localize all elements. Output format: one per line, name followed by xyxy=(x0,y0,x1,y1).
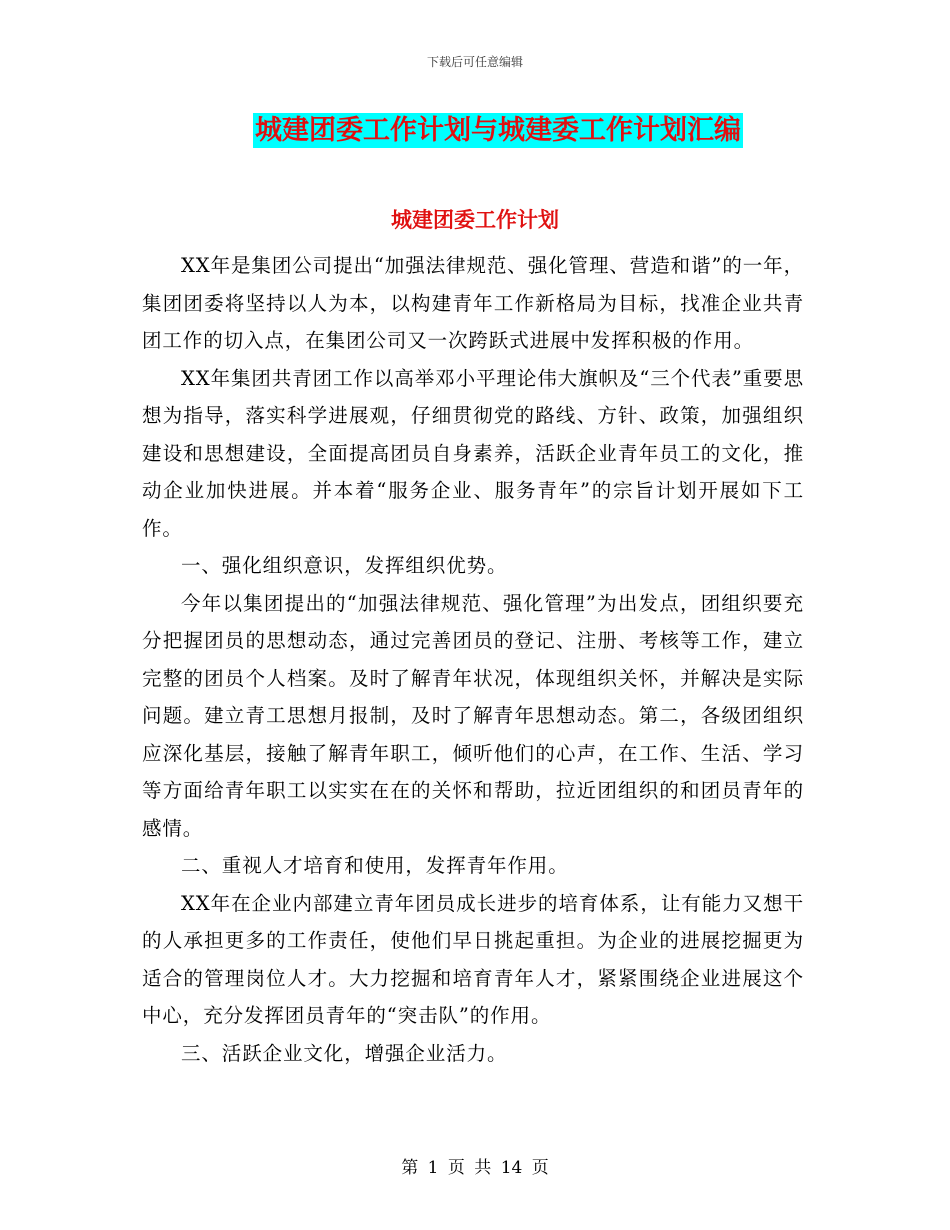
heading-item-1: 一、强化组织意识，发挥组织优势。 xyxy=(181,554,508,577)
heading-item-2: 二、重视人才培育和使用，发挥青年作用。 xyxy=(181,854,569,877)
document-body xyxy=(142,247,804,1072)
paragraph-intro: XX年是集团公司提出“加强法律规范、强化管理、营造和谐”的一年，集团团委将坚持以人为本，以构建青年工作新格局为目标，找准企业共青团工作的切入点，在集团公司又一次跨跃式进展中发挥积极的作用。 xyxy=(142,254,804,352)
paragraph-item-2: XX年在企业内部建立青年团员成长进步的培育体系，让有能力又想干的人承担更多的工作责任，使他们早日挑起重担。为企业的进展挖掘更为适合的管理岗位人才。大力挖掘和培育青年人才，紧紧围绕企业进展这个中心，充分发挥团员青年的“突击队”的作用。 xyxy=(142,891,804,1027)
page-number: 第 1 页 共 14 页 xyxy=(401,1158,549,1178)
paragraph-item-1: 今年以集团提出的“加强法律规范、强化管理”为出发点，团组织要充分把握团员的思想动态，通过完善团员的登记、注册、考核等工作，建立完整的团员个人档案。及时了解青年状况，体现组织关怀，并解决是实际问题。建立青工思想月报制，及时了解青年思想动态。第二，各级团组织应深化基层，接触了解青年职工，倾听他们的心声，在工作、生活、学习等方面给青年职工以实实在在的关怀和帮助，拉近团组织的和团员青年的感情。 xyxy=(142,591,804,840)
paragraph-guideline: XX年集团共青团工作以高举邓小平理论伟大旗帜及“三个代表”重要思想为指导，落实科学进展观，仔细贯彻党的路线、方针、政策，加强组织建设和思想建设，全面提高团员自身素养，活跃企业青年员工的文化，推动企业加快进展。并本着“服务企业、服务青年”的宗旨计划开展如下工作。 xyxy=(142,366,804,540)
heading-item-3: 三、活跃企业文化，增强企业活力。 xyxy=(181,1041,508,1065)
document-title-text: 城建团委工作计划与城建委工作计划汇编 xyxy=(255,115,741,146)
section-title: 城建团委工作计划 xyxy=(391,208,559,232)
document-title xyxy=(0,108,950,147)
header-note: 下载后可任意编辑 xyxy=(426,55,523,69)
